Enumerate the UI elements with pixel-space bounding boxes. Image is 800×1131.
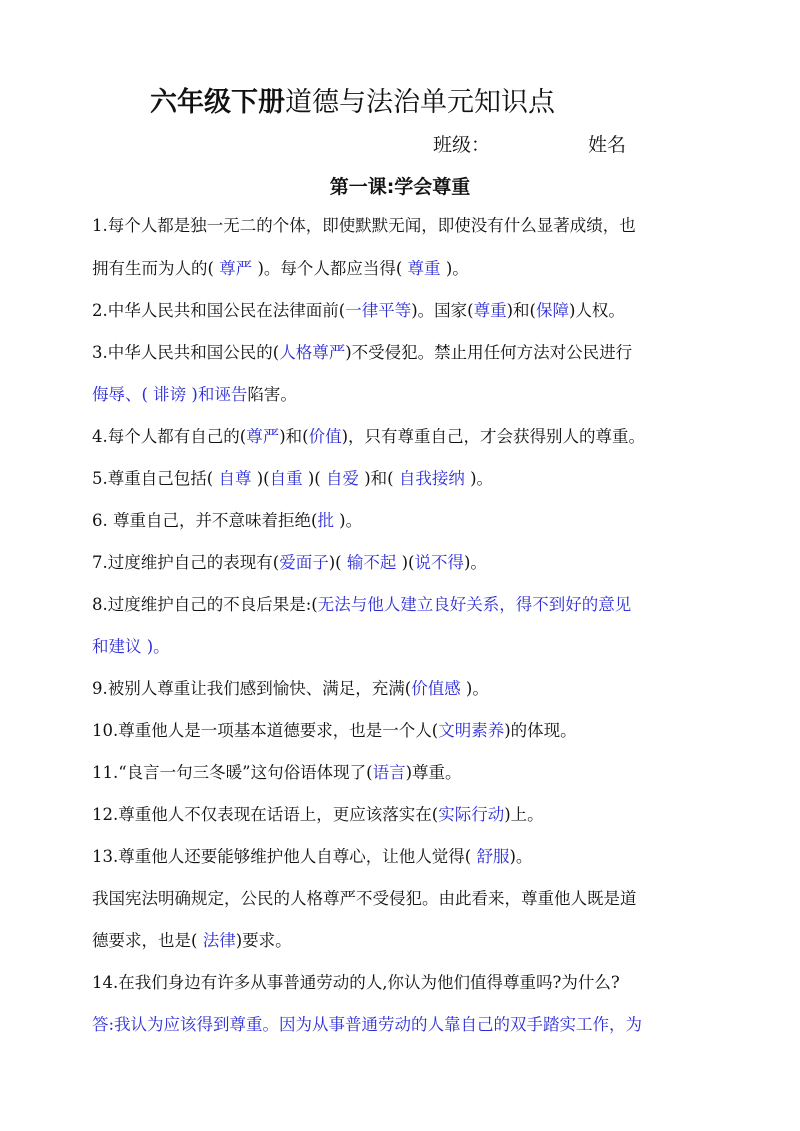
question-text: 4.每个人都有自己的(: [92, 427, 247, 446]
question-text: 2.中华人民共和国公民在法律面前(: [92, 301, 346, 320]
question-text: 11.“良言一句三冬暖”这句俗语体现了(: [92, 763, 373, 782]
question-text: )。国家(: [411, 301, 474, 320]
answer-text: 自爱: [325, 469, 365, 488]
text-line: [92, 1014, 642, 1036]
question-text: )。: [460, 679, 489, 698]
question-text: 5.尊重自己包括(: [92, 469, 219, 488]
answer-text: 自重: [269, 469, 308, 488]
question-text: )和(: [364, 469, 399, 488]
text-line: [92, 762, 462, 784]
answer-text: 人格尊严: [279, 343, 346, 362]
answer-text: 价值: [308, 427, 342, 446]
question-text: 9.被别人尊重让我们感到愉快、满足，充满(: [92, 679, 412, 698]
text-line: [92, 972, 620, 994]
class-label: 班级：: [433, 134, 491, 156]
answer-text: 侮辱、( 诽谤 )和诬告: [92, 385, 248, 404]
text-line: [92, 888, 637, 910]
question-text: 12.尊重他人不仅表现在话语上，更应该落实在(: [92, 805, 439, 824]
answer-text: 实际行动: [438, 805, 505, 824]
lesson-title: 第一课:学会尊重: [329, 176, 471, 198]
question-text: 陷害。: [247, 385, 297, 404]
answer-text: 文明素养: [438, 721, 505, 740]
question-text: )(: [401, 553, 415, 572]
question-text: )。: [445, 259, 469, 278]
answer-text: 爱面子: [279, 553, 329, 572]
answer-text: 和建议 )。: [92, 637, 170, 656]
answer-text: 自我接纳: [398, 469, 471, 488]
answer-text: 尊严: [213, 259, 258, 278]
answer-text: 自尊: [218, 469, 257, 488]
answer-text: 答:我认为应该得到尊重。因为从事普通劳动的人靠自己的双手踏实工作，为: [92, 1015, 643, 1034]
text-line: [92, 846, 532, 868]
question-text: 德要求，也是(: [92, 931, 203, 950]
question-text: )。: [470, 469, 493, 488]
text-line: [92, 552, 487, 574]
question-text: )不受侵犯。禁止用任何方法对公民进行: [345, 343, 633, 362]
question-text: )和(: [506, 301, 536, 320]
name-label: 姓名: [588, 134, 627, 156]
question-text: 14.在我们身边有许多从事普通劳动的人,你认为他们值得尊重吗?为什么?: [92, 973, 620, 992]
answer-text: 输不起: [346, 553, 402, 572]
answer-text: 一律平等: [345, 301, 412, 320]
answer-text: 尊重: [473, 301, 507, 320]
text-line: [92, 300, 625, 322]
answer-text: 尊重: [402, 259, 446, 278]
text-line: [92, 426, 645, 448]
text-line: [92, 594, 631, 616]
question-text: )。: [463, 553, 487, 572]
title-bold-part: 六年级下册: [150, 87, 285, 118]
text-line: [92, 804, 544, 826]
question-text: )和(: [279, 427, 309, 446]
text-line: [92, 930, 292, 952]
text-line: [92, 636, 170, 658]
answer-text: 保障: [535, 301, 569, 320]
text-line: [92, 468, 493, 490]
answer-text: 法律: [202, 931, 236, 950]
question-text: )尊重。: [405, 763, 462, 782]
question-text: )(: [256, 469, 270, 488]
answer-text: 尊严: [246, 427, 280, 446]
text-line: [92, 258, 469, 280]
question-text: 我国宪法明确规定，公民的人格尊严不受侵犯。由此看来，尊重他人既是道: [92, 889, 637, 908]
question-text: )。: [333, 511, 363, 530]
question-text: )(: [328, 553, 347, 572]
answer-text: 批: [317, 511, 334, 530]
question-text: 8.过度维护自己的不良后果是:(: [92, 595, 318, 614]
text-line: [92, 678, 489, 700]
question-text: 6. 尊重自己，并不意味着拒绝(: [92, 511, 318, 530]
text-line: [92, 215, 636, 237]
title-rest-part: 道德与法治单元知识点: [285, 87, 555, 118]
question-text: 拥有生而为人的(: [92, 259, 214, 278]
question-text: 13.尊重他人还要能够维护他人自尊心，让他人觉得(: [92, 847, 477, 866]
question-text: )要求。: [235, 931, 292, 950]
question-text: )的体现。: [504, 721, 577, 740]
text-line: [92, 342, 632, 364]
question-text: )。: [509, 847, 533, 866]
text-line: [92, 384, 297, 406]
question-text: )(: [307, 469, 326, 488]
question-text: )，只有尊重自己，才会获得别人的尊重。: [341, 427, 645, 446]
answer-text: 语言: [372, 763, 406, 782]
question-text: 1.每个人都是独一无二的个体，即使默默无闻，即使没有什么显著成绩，也: [92, 216, 636, 235]
question-text: 3.中华人民共和国公民的(: [92, 343, 280, 362]
question-text: )。每个人都应当得(: [257, 259, 403, 278]
question-text: 10.尊重他人是一项基本道德要求，也是一个人(: [92, 721, 439, 740]
answer-text: 无法与他人建立良好关系，得不到好的意见: [317, 595, 632, 614]
answer-text: 价值感: [411, 679, 461, 698]
answer-text: 舒服: [476, 847, 510, 866]
text-line: [92, 510, 362, 532]
question-text: )上。: [504, 805, 544, 824]
text-line: [92, 720, 577, 742]
question-text: )人权。: [568, 301, 625, 320]
document-title: [150, 80, 555, 119]
question-text: 7.过度维护自己的表现有(: [92, 553, 280, 572]
answer-text: 说不得: [414, 553, 464, 572]
